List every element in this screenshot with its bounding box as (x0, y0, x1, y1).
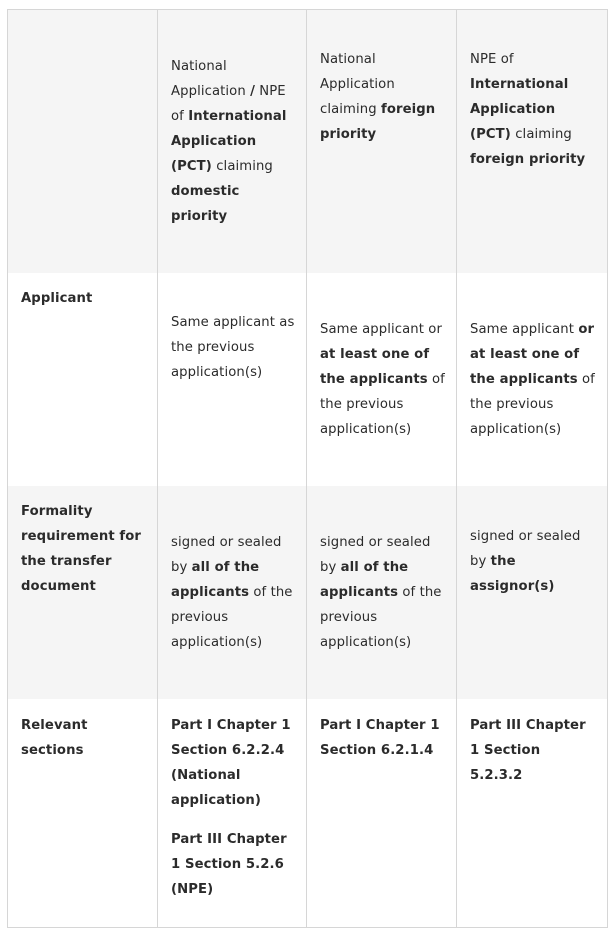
sections-cell-npe-foreign (457, 699, 608, 928)
section-ref: Part I Chapter 1 Section 6.2.1.4 (320, 718, 440, 758)
header-npe-foreign: NPE of International Application (PCT) claiming foreign priority (457, 10, 608, 274)
row-label-sections: Relevant sections (8, 699, 158, 928)
sections-cell-national-domestic (158, 699, 307, 928)
formality-cell-national-domestic: signed or sealed by all of the applicants of the previous application(s) (158, 486, 307, 699)
row-label-formality: Formality requirement for the transfer document (8, 486, 158, 699)
header-national-foreign: National Application claiming foreign priority (307, 10, 457, 274)
section-ref: Part III Chapter 1 Section 5.2.6 (NPE) (171, 832, 287, 897)
applicant-cell-national-foreign: Same applicant or at least one of the applicants of the previous application(s) (307, 273, 457, 486)
sections-cell-national-foreign (307, 699, 457, 928)
formality-cell-npe-foreign: signed or sealed by the assignor(s) (457, 486, 608, 699)
formality-row (8, 486, 608, 699)
header-row (8, 10, 608, 274)
comparison-table (7, 9, 608, 928)
row-label-applicant: Applicant (8, 273, 158, 486)
header-national-domestic: National Application / NPE of International Application (PCT) claiming domestic priority (158, 10, 307, 274)
sections-row (8, 699, 608, 928)
section-ref: Part III Chapter 1 Section 5.2.3.2 (470, 718, 586, 783)
slash: / (250, 84, 255, 99)
header-empty-cell (8, 10, 158, 274)
applicant-cell-npe-foreign: Same applicant or at least one of the applicants of the previous application(s) (457, 273, 608, 486)
applicant-cell-national-domestic: Same applicant as the previous application(s) (158, 273, 307, 486)
section-ref: Part I Chapter 1 Section 6.2.2.4 (National application) (171, 718, 291, 808)
formality-cell-national-foreign: signed or sealed by all of the applicants of the previous application(s) (307, 486, 457, 699)
applicant-row (8, 273, 608, 486)
